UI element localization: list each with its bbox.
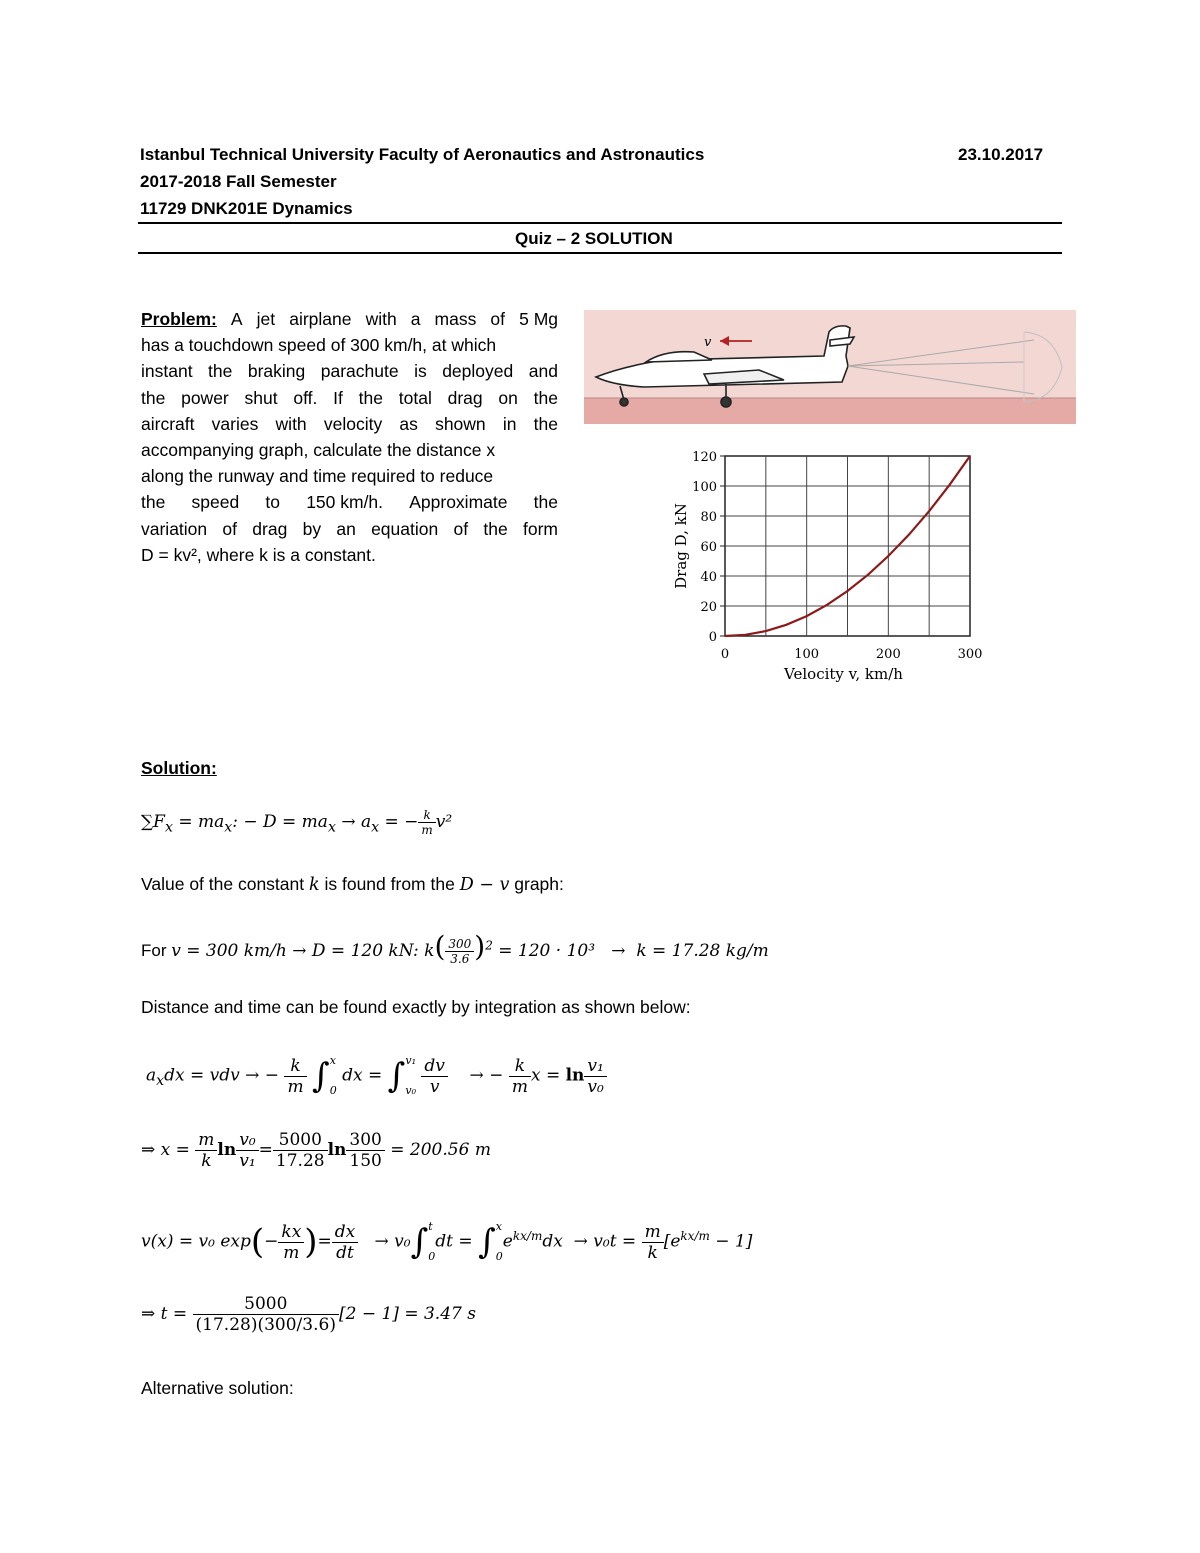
integral-lower: 0 xyxy=(329,1084,337,1097)
k-over-m-fraction xyxy=(418,808,435,837)
problem-word: a xyxy=(410,309,421,329)
problem-word: shown xyxy=(435,413,486,434)
integral-lower: 0 xyxy=(495,1250,503,1263)
eq2-power: 2 xyxy=(485,938,493,953)
fraction-denominator: v₀ xyxy=(587,1076,604,1097)
eq5-dt: dt = xyxy=(435,1231,473,1252)
x-axis-label: Velocity v, km/h xyxy=(784,665,903,683)
fraction-denominator: 150 xyxy=(349,1151,382,1171)
subscript-x: x xyxy=(371,819,380,836)
fraction-denominator: 3.6 xyxy=(450,952,470,966)
problem-word: D = kv², where k is a constant. xyxy=(141,544,376,565)
eq5-minus: − xyxy=(264,1231,279,1252)
eq3-k-over-m xyxy=(284,1056,306,1097)
equation-distance-result xyxy=(141,1130,491,1171)
fraction-denominator: m xyxy=(421,823,433,837)
problem-word: shut xyxy=(244,387,278,408)
fraction-numerator: v₁ xyxy=(584,1056,606,1077)
problem-word: A xyxy=(230,309,243,329)
subscript-x: x xyxy=(327,819,336,836)
problem-line xyxy=(141,411,558,437)
integral-upper: x xyxy=(329,1054,336,1067)
eq5-dx2: dx xyxy=(542,1231,563,1252)
subscript-x: x xyxy=(164,819,173,836)
eq4-lhs: ⇒ x = xyxy=(141,1140,190,1160)
problem-word: the xyxy=(358,387,383,408)
eq5-kx-over-m xyxy=(278,1222,304,1263)
text-part: Value of the constant xyxy=(141,874,309,894)
problem-line xyxy=(141,332,558,358)
y-tick-label: 120 xyxy=(692,450,717,465)
problem-word: the xyxy=(533,387,558,408)
eq4-num-fraction xyxy=(273,1130,328,1171)
fraction-numerator: 5000 xyxy=(273,1130,328,1151)
eq4-speed-fraction xyxy=(346,1130,384,1171)
problem-word: has a touchdown speed of 300 km/h, at which xyxy=(141,335,497,356)
problem-word: as xyxy=(399,413,418,434)
eq2-result: k = 17.28 kg/m xyxy=(636,941,769,961)
sum-symbol: ∑F xyxy=(141,812,165,832)
integral-upper: t xyxy=(428,1220,433,1233)
problem-word: along the runway and time required to reduce xyxy=(141,466,494,487)
problem-word: and xyxy=(528,361,558,382)
eq5-arrow2: → v₀t = xyxy=(573,1231,637,1252)
eq1-colon: : − D = ma xyxy=(232,812,328,832)
x-tick-label: 100 xyxy=(794,647,820,662)
eq6-fraction xyxy=(193,1294,339,1335)
problem-word: an xyxy=(336,518,356,539)
integral-sign: ∫ xyxy=(478,1222,496,1262)
problem-word: with xyxy=(365,309,397,329)
problem-word: drag xyxy=(252,518,288,539)
fraction-numerator: m xyxy=(642,1222,664,1243)
eq3-k-over-m-2 xyxy=(509,1056,531,1097)
fraction-denominator: k xyxy=(201,1151,212,1171)
problem-word: deployed xyxy=(442,361,514,382)
problem-line xyxy=(141,463,558,489)
integral-lower: v₀ xyxy=(405,1084,416,1097)
eq5-dx-over-dt xyxy=(332,1222,358,1263)
problem-word: the xyxy=(141,492,166,513)
eq3-x: x = xyxy=(530,1065,566,1086)
equation-time-integral: v(x) = v₀ exp(− $\frac{kx}{m}$ )= $\frac{dx}{dt}$ → v₀∫ t 0 dt = ∫ x 0 $e^{kx/m}dx \to v_0t$ = $\frac{m}{k}$ $[e^{kx/m} - 1]$ xyxy=(141,1212,752,1272)
fraction-numerator: dv xyxy=(421,1056,448,1077)
fraction-numerator: 5000 xyxy=(193,1294,339,1315)
eq1-arrow: → a xyxy=(335,812,372,832)
y-tick-label: 60 xyxy=(700,540,717,555)
eq2-arrow: → xyxy=(611,941,626,961)
eq3-a: a xyxy=(146,1065,157,1086)
problem-word: form xyxy=(522,518,558,539)
text-part: graph: xyxy=(509,874,564,894)
eq3-v1-over-v0 xyxy=(584,1056,606,1097)
course-name: 11729 DNK201E Dynamics xyxy=(140,199,353,218)
fraction-numerator: 300 xyxy=(445,937,474,952)
problem-word: mass xyxy=(434,309,477,329)
y-tick-label: 80 xyxy=(700,510,717,525)
problem-line xyxy=(141,542,558,568)
problem-word: in xyxy=(502,413,517,434)
quiz-date: 23.10.2017 xyxy=(958,145,1044,164)
fraction-denominator: m xyxy=(283,1242,300,1263)
problem-word: 5 Mg xyxy=(519,309,558,329)
problem-word: parachute xyxy=(320,361,399,382)
eq1-v2: v² xyxy=(435,812,453,832)
problem-line xyxy=(141,358,558,384)
equation-k-value: For v = 300 km/h → D = 120 kN: k( $\frac{300}{3.6}$ )$^2$ = 120 · 10³ → k = 17.28 kg/m xyxy=(141,930,769,966)
problem-word: to xyxy=(265,492,280,513)
problem-word: 150 km/h. xyxy=(306,492,384,513)
eq5-bracket-power: kx/m xyxy=(680,1228,710,1243)
problem-word: with xyxy=(275,413,307,434)
text-k: k xyxy=(309,875,320,895)
problem-line xyxy=(141,385,558,411)
integral-lower: 0 xyxy=(428,1250,436,1263)
problem-label: Problem: xyxy=(141,309,217,329)
problem-word: varies xyxy=(211,413,259,434)
fraction-numerator: kx xyxy=(278,1222,304,1243)
problem-word: equation xyxy=(371,518,439,539)
ln-operator: ln xyxy=(327,1140,347,1160)
problem-word: velocity xyxy=(323,413,383,434)
eq3-arrow: → − xyxy=(469,1065,504,1086)
solution-label: Solution: xyxy=(141,758,217,778)
integral-upper: x xyxy=(495,1220,503,1233)
integral-sign: ∫ xyxy=(311,1056,330,1096)
problem-word: power xyxy=(181,387,229,408)
equation-time-result xyxy=(141,1294,476,1335)
eq5-bracket-end: − 1] xyxy=(709,1231,753,1252)
problem-word: total xyxy=(398,387,432,408)
fraction-denominator: m xyxy=(287,1076,304,1097)
problem-word: If xyxy=(333,387,343,408)
x-tick-label: 200 xyxy=(875,647,901,662)
subscript-x: x xyxy=(156,1072,165,1089)
ln-operator: ln xyxy=(217,1140,237,1160)
ln-operator: ln xyxy=(565,1065,585,1086)
university-name: Istanbul Technical University Faculty of Aeronautics and Astronautics xyxy=(140,145,705,164)
problem-word: by xyxy=(302,518,322,539)
eq5-lhs: v(x) = v₀ exp xyxy=(141,1231,251,1252)
fraction-numerator: m xyxy=(195,1130,217,1151)
problem-line xyxy=(141,489,558,515)
problem-word: drag xyxy=(447,387,483,408)
problem-word: aircraft xyxy=(141,413,195,434)
airplane-figure xyxy=(584,310,1076,424)
problem-word: of xyxy=(453,518,469,539)
integral-sign: ∫ xyxy=(387,1056,406,1096)
integral-upper: v₁ xyxy=(405,1054,416,1067)
eq2-fraction xyxy=(445,937,474,966)
eq3-dx: dx = xyxy=(342,1065,383,1086)
eq5-arrow1: → v₀ xyxy=(374,1231,411,1252)
header-rule-bottom xyxy=(138,252,1062,254)
eq4-m-over-k xyxy=(195,1130,217,1171)
problem-word: the xyxy=(533,413,558,434)
eq5-exp-power: kx/m xyxy=(512,1228,543,1243)
eq3-lhs: dx = vdv → − xyxy=(164,1065,280,1086)
text-part: is found from the xyxy=(319,874,460,894)
problem-word: of xyxy=(222,518,238,539)
problem-word: off. xyxy=(293,387,318,408)
problem-word: accompanying graph, calculate the distance x xyxy=(141,440,496,461)
eq5-bracket: [e xyxy=(663,1231,681,1252)
y-tick-label: 0 xyxy=(708,630,717,645)
eq6-lhs: ⇒ t = xyxy=(141,1304,188,1324)
problem-word: jet xyxy=(256,309,276,329)
problem-word: is xyxy=(414,361,427,382)
y-axis-label: Drag D, kN xyxy=(672,503,690,589)
eq5-equals: = xyxy=(317,1231,332,1252)
x-tick-label: 300 xyxy=(957,647,983,662)
eq5-exp: e xyxy=(502,1231,513,1252)
eq4-equals: = xyxy=(258,1140,273,1160)
eq6-rhs: [2 − 1] = 3.47 s xyxy=(338,1304,476,1324)
problem-line xyxy=(141,516,558,542)
problem-word: the xyxy=(208,361,233,382)
problem-word: the xyxy=(483,518,508,539)
eq4-result: = 200.56 m xyxy=(390,1140,491,1160)
equation-newton xyxy=(141,808,452,837)
problem-word: variation xyxy=(141,518,208,539)
integral-sign: ∫ xyxy=(410,1222,429,1262)
fraction-denominator: v₁ xyxy=(239,1151,256,1171)
for-word: For xyxy=(141,941,172,960)
fraction-denominator: 17.28 xyxy=(275,1151,325,1171)
velocity-label: v xyxy=(704,335,712,350)
text-dv: D − v xyxy=(459,875,510,895)
eq1-mid: = ma xyxy=(172,812,225,832)
y-tick-label: 20 xyxy=(700,600,717,615)
fraction-numerator: k xyxy=(284,1056,306,1077)
problem-word: Approximate xyxy=(409,492,508,513)
problem-word: the xyxy=(141,387,166,408)
constant-text xyxy=(141,874,564,895)
fraction-denominator: k xyxy=(647,1242,658,1263)
fraction-numerator: dx xyxy=(332,1222,358,1243)
quiz-title: Quiz – 2 SOLUTION xyxy=(515,229,673,248)
integration-text: Distance and time can be found exactly by integration as shown below: xyxy=(141,997,691,1017)
alternative-solution-label: Alternative solution: xyxy=(141,1378,294,1398)
eq5-m-over-k xyxy=(642,1222,664,1263)
problem-word: speed xyxy=(191,492,240,513)
y-tick-label: 40 xyxy=(700,570,717,585)
problem-line xyxy=(141,306,558,332)
eq4-v0-over-v1 xyxy=(236,1130,258,1171)
problem-line xyxy=(141,437,558,463)
drag-chart xyxy=(670,440,1000,690)
problem-word: instant xyxy=(141,361,193,382)
fraction-denominator: m xyxy=(511,1076,528,1097)
problem-word: braking xyxy=(247,361,306,382)
x-tick-label: 0 xyxy=(720,647,730,662)
problem-word: on xyxy=(498,387,518,408)
fraction-numerator: k xyxy=(509,1056,531,1077)
fraction-denominator: (17.28)(300/3.6) xyxy=(195,1315,336,1335)
subscript-x: x xyxy=(224,819,233,836)
problem-statement xyxy=(141,306,558,568)
fraction-numerator: v₀ xyxy=(236,1130,258,1151)
problem-word: of xyxy=(490,309,506,329)
runway xyxy=(584,398,1076,424)
problem-word: the xyxy=(533,492,558,513)
header-rule-top xyxy=(138,222,1062,224)
eq3-dv-over-v xyxy=(421,1056,448,1097)
y-tick-label: 100 xyxy=(692,480,717,495)
semester: 2017-2018 Fall Semester xyxy=(140,172,337,191)
eq2-rhs: = 120 · 10³ xyxy=(492,941,596,961)
equation-distance-integral xyxy=(146,1046,607,1106)
eq2-k: k xyxy=(424,941,435,961)
fraction-denominator: v xyxy=(429,1076,440,1097)
fraction-numerator: k xyxy=(418,808,435,823)
fraction-denominator: dt xyxy=(336,1242,354,1263)
eq2-condition: v = 300 km/h → D = 120 kN: xyxy=(171,941,419,961)
fraction-numerator: 300 xyxy=(346,1130,384,1151)
problem-word: airplane xyxy=(289,309,352,329)
eq1-eqs: = − xyxy=(379,812,419,832)
